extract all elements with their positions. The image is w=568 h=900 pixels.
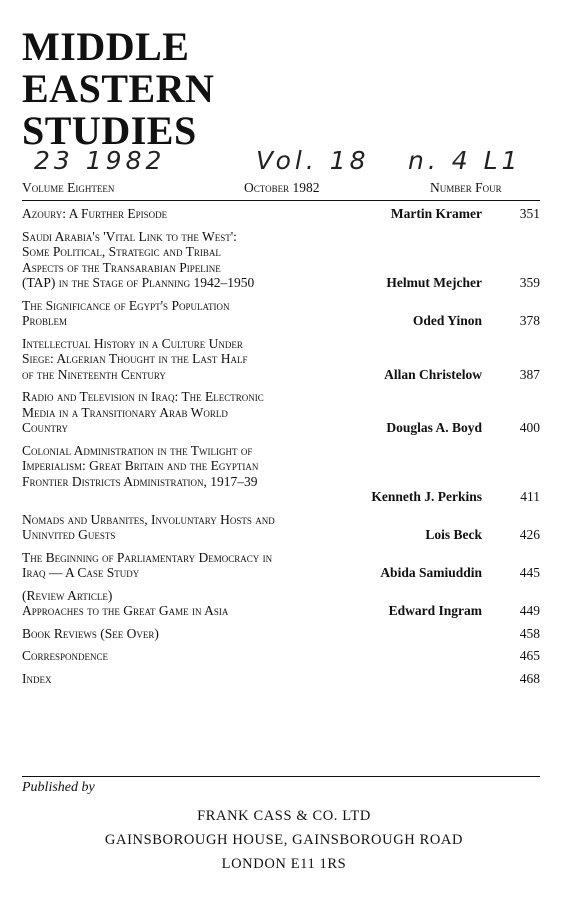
entry-page: 445 (519, 565, 540, 580)
contents-entry (22, 671, 540, 687)
entry-title-line: Imperialism: Great Britain and the Egyptian (22, 458, 259, 473)
entry-author: Helmut Mejcher (386, 275, 482, 290)
entry-page: 400 (519, 420, 540, 435)
entry-page: 449 (519, 603, 540, 618)
volume-label: Volume Eighteen (22, 180, 115, 195)
entry-author: Kenneth J. Perkins (371, 489, 482, 504)
journal-title (22, 26, 322, 152)
entry-title-line: Problem (22, 313, 68, 328)
entry-title-line: Iraq — A Case Study (22, 565, 140, 580)
number-label: Number Four (430, 180, 502, 195)
entry-title-line: Uninvited Guests (22, 527, 116, 542)
entry-title-line: Aspects of the Transarabian Pipeline (22, 259, 221, 275)
contents-entry (22, 336, 540, 383)
publisher-address-line-2: LONDON E11 1RS (221, 856, 347, 872)
entry-page: 458 (519, 625, 540, 641)
entry-title-line: Frontier Districts Administration, 1917–39 (22, 473, 258, 489)
entry-title-line: Intellectual History in a Culture Under (22, 335, 243, 351)
entry-page: 351 (519, 206, 540, 221)
issue-date: October 1982 (244, 180, 320, 195)
contents-entry (22, 626, 540, 642)
entry-title-line: Saudi Arabia's 'Vital Link to the West': (22, 228, 237, 244)
contents-entry (22, 389, 540, 436)
entry-title-line: Media in a Transitionary Arab World (22, 404, 228, 420)
entry-title-line: Index (22, 670, 52, 686)
top-rule (22, 200, 540, 201)
entry-author: Martin Kramer (390, 206, 482, 221)
published-by-label: Published by (22, 780, 95, 795)
entry-title-line: Country (22, 420, 69, 435)
contents-entry (22, 512, 540, 543)
entry-title-line: Some Political, Strategic and Tribal (22, 244, 221, 259)
bottom-rule (22, 776, 540, 777)
contents-entry (22, 298, 540, 329)
entry-title-line: of the Nineteenth Century (22, 366, 166, 382)
entry-title-line: Approaches to the Great Game in Asia (22, 603, 229, 618)
entry-title-line: (Review Article) (22, 587, 113, 603)
contents-entry (22, 229, 540, 291)
handwritten-volume: Vol. 18 (256, 146, 370, 175)
entry-page: 468 (519, 670, 540, 686)
entry-title-line: The Beginning of Parliamentary Democracy in (22, 549, 273, 565)
entry-page: 378 (519, 313, 540, 328)
publisher-address-line-1: GAINSBOROUGH HOUSE, GAINSBOROUGH ROAD (104, 832, 464, 848)
entry-title (22, 671, 540, 687)
entry-title-line: Radio and Television in Iraq: The Electronic (22, 389, 264, 404)
publisher-name: FRANK CASS & CO. LTD (197, 808, 371, 824)
handwritten-date: 23 1982 (34, 146, 166, 175)
entry-title-line: (TAP) in the Stage of Planning 1942–1950 (22, 275, 255, 290)
entry-page: 387 (519, 366, 540, 382)
entry-author: Abida Samiuddin (380, 565, 482, 580)
contents-entry (22, 443, 540, 505)
entry-title-line: Siege: Algerian Thought in the Last Half (22, 351, 248, 366)
entry-author: Oded Yinon (412, 313, 482, 328)
entry-page: 465 (519, 648, 540, 663)
handwritten-number: n. 4 L1 (408, 146, 522, 175)
entry-page: 359 (519, 275, 540, 290)
entry-author: Edward Ingram (388, 603, 482, 618)
entry-author: Lois Beck (425, 527, 482, 542)
entry-page: 411 (520, 489, 540, 504)
entry-title-line: Correspondence (22, 648, 109, 663)
contents-entry (22, 588, 540, 619)
entry-title-line: The Significance of Egypt's Population (22, 297, 230, 313)
entry-author: Douglas A. Boyd (386, 420, 482, 435)
entry-title-line: Colonial Administration in the Twilight of (22, 442, 253, 458)
contents-entry (22, 648, 540, 664)
table-of-contents (22, 206, 540, 693)
entry-title-line: Book Reviews (See Over) (22, 625, 159, 641)
title-line-1: MIDDLE (22, 24, 190, 69)
contents-entry (22, 550, 540, 581)
contents-entry (22, 206, 540, 222)
title-line-2: EASTERN (22, 66, 215, 111)
entry-title (22, 648, 540, 664)
title-line-3: STUDIES (22, 108, 197, 153)
entry-author: Allan Christelow (384, 366, 482, 382)
entry-title-line: Azoury: A Further Episode (22, 206, 168, 221)
entry-title-line: Nomads and Urbanites, Involuntary Hosts and (22, 511, 275, 527)
entry-title (22, 626, 540, 642)
entry-page: 426 (519, 527, 540, 542)
